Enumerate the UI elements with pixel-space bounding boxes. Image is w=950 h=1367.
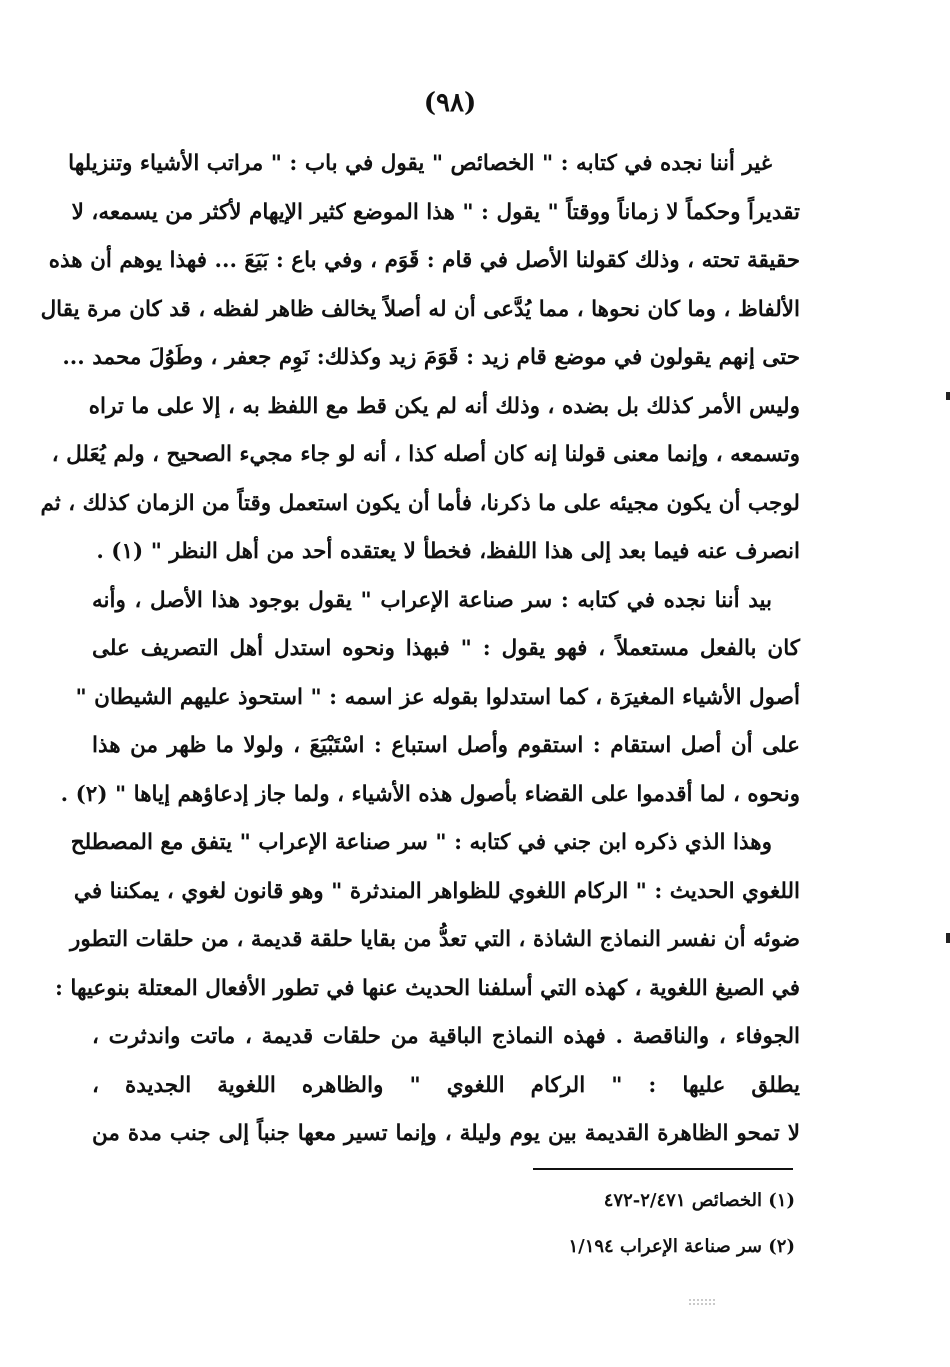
footnotes	[450, 1178, 795, 1270]
scan-margin-mark	[946, 392, 950, 400]
text-line: الألفاظ ، وما كان نحوها ، مما يُدَّعى أن له أصلاً يخالف ظاهر لفظه ، قد كان مرة يقال	[40, 296, 800, 322]
text-line: ونحوه ، لما أقدموا على القضاء بأصول هذه الأشياء ، ولما جاز إدعاؤهم إياها " (٢) .	[60, 781, 800, 807]
footnote: (٢) سر صناعة الإعراب ١/١٩٤	[568, 1236, 795, 1257]
page-number: (٩٨)	[423, 88, 477, 118]
text-line: في الصيغ اللغوية ، كهذه التي أسلفنا الحديث عنها في تطور الأفعال المعتلة بنوعيها :	[55, 975, 800, 1001]
text-line: لوجب أن يكون مجيئه على ما ذكرنا، فأما أن يكون استعمل وقتاً من الزمان كذلك ، ثم	[40, 490, 800, 516]
text-line: لا تمحو الظاهرة القديمة بين يوم وليلة ، وإنما تسير معها جنباً إلى جنب مدة من	[92, 1121, 800, 1146]
footnote-divider	[533, 1168, 793, 1170]
text-line: أصول الأشياء المغيرَة ، كما استدلوا بقوله عز اسمه : " استحوذ عليهم الشيطان "	[75, 684, 800, 710]
text-line: بيد أننا نجده في كتابه : سر صناعة الإعراب " يقول بوجود هذا الأصل ، وأنه	[92, 587, 772, 613]
text-line: ضوئه أن نفسر النماذج الشاذة ، التي تعدُّ من بقايا حلقة قديمة ، من حلقات التطور	[69, 927, 800, 952]
text-line: حتى إنهم يقولون في موضع قام زيد : قَوَمَ زيد وكذلك: نَوِم جعفر ، وطَوُلَ محمد ...	[62, 345, 800, 370]
text-line: الجوفاء ، والناقصة . فهذه النماذج الباقية من حلقات قديمة ، ماتت واندثرت ،	[92, 1024, 800, 1049]
text-line: اللغوي الحديث : " الركام اللغوي للظواهر المندثرة " وهو قانون لغوي ، يمكننا في	[73, 878, 800, 904]
text-line: تقديراً وحكماً لا زماناً ووقتاً " يقول : " هذا الموضع كثير الإيهام لأكثر من يسمعه، لا	[71, 199, 800, 225]
scan-margin-mark	[946, 933, 950, 943]
text-line: وهذا الذي ذكره ابن جني في كتابه : " سر صناعة الإعراب " يتفق مع المصطلح	[70, 830, 772, 855]
text-line: حقيقة تحته ، وذلك كقولنا الأصل في قام : قَوَم ، وفي باع : بَيَعَ ... فهذا يوهم أن هذه	[48, 248, 800, 273]
text-line: كان بالفعل مستعملاً ، فهو يقول : " فبهذا ونحوه استدل أهل التصريف على	[92, 636, 800, 661]
body-text	[40, 140, 800, 1159]
text-line: غير أننا نجده في كتابه : " الخصائص " يقول في باب : " مراتب الأشياء وتنزيلها	[68, 151, 772, 176]
footnote: (١) الخصائص ٢/٤٧١-٤٧٢	[603, 1190, 795, 1211]
text-line: وتسمعه ، وإنما معنى قولنا إنه كان أصله كذا ، أنه لو جاء مجيء الصحيح ، ولم يُعَلل ،	[51, 442, 800, 467]
text-line: على أن أصل استقام : استقوم وأصل استباع : اسْتَبْيَعَ ، ولولا ما ظهر من هذا	[92, 733, 800, 758]
text-line: وليس الأمر كذلك بل بضده ، وذلك أنه لم يكن قط مع اللفظ به ، إلا على ما تراه	[88, 393, 800, 419]
text-line: انصرف عنه فيما بعد إلى هذا اللفظ، فخطأ لا يعتقده أحد من أهل النظر " (١) .	[96, 539, 800, 564]
scan-noise	[688, 1298, 716, 1306]
text-line: يطلق عليها : " الركام اللغوي " والظاهره اللغوية الجديدة ،	[92, 1072, 800, 1098]
